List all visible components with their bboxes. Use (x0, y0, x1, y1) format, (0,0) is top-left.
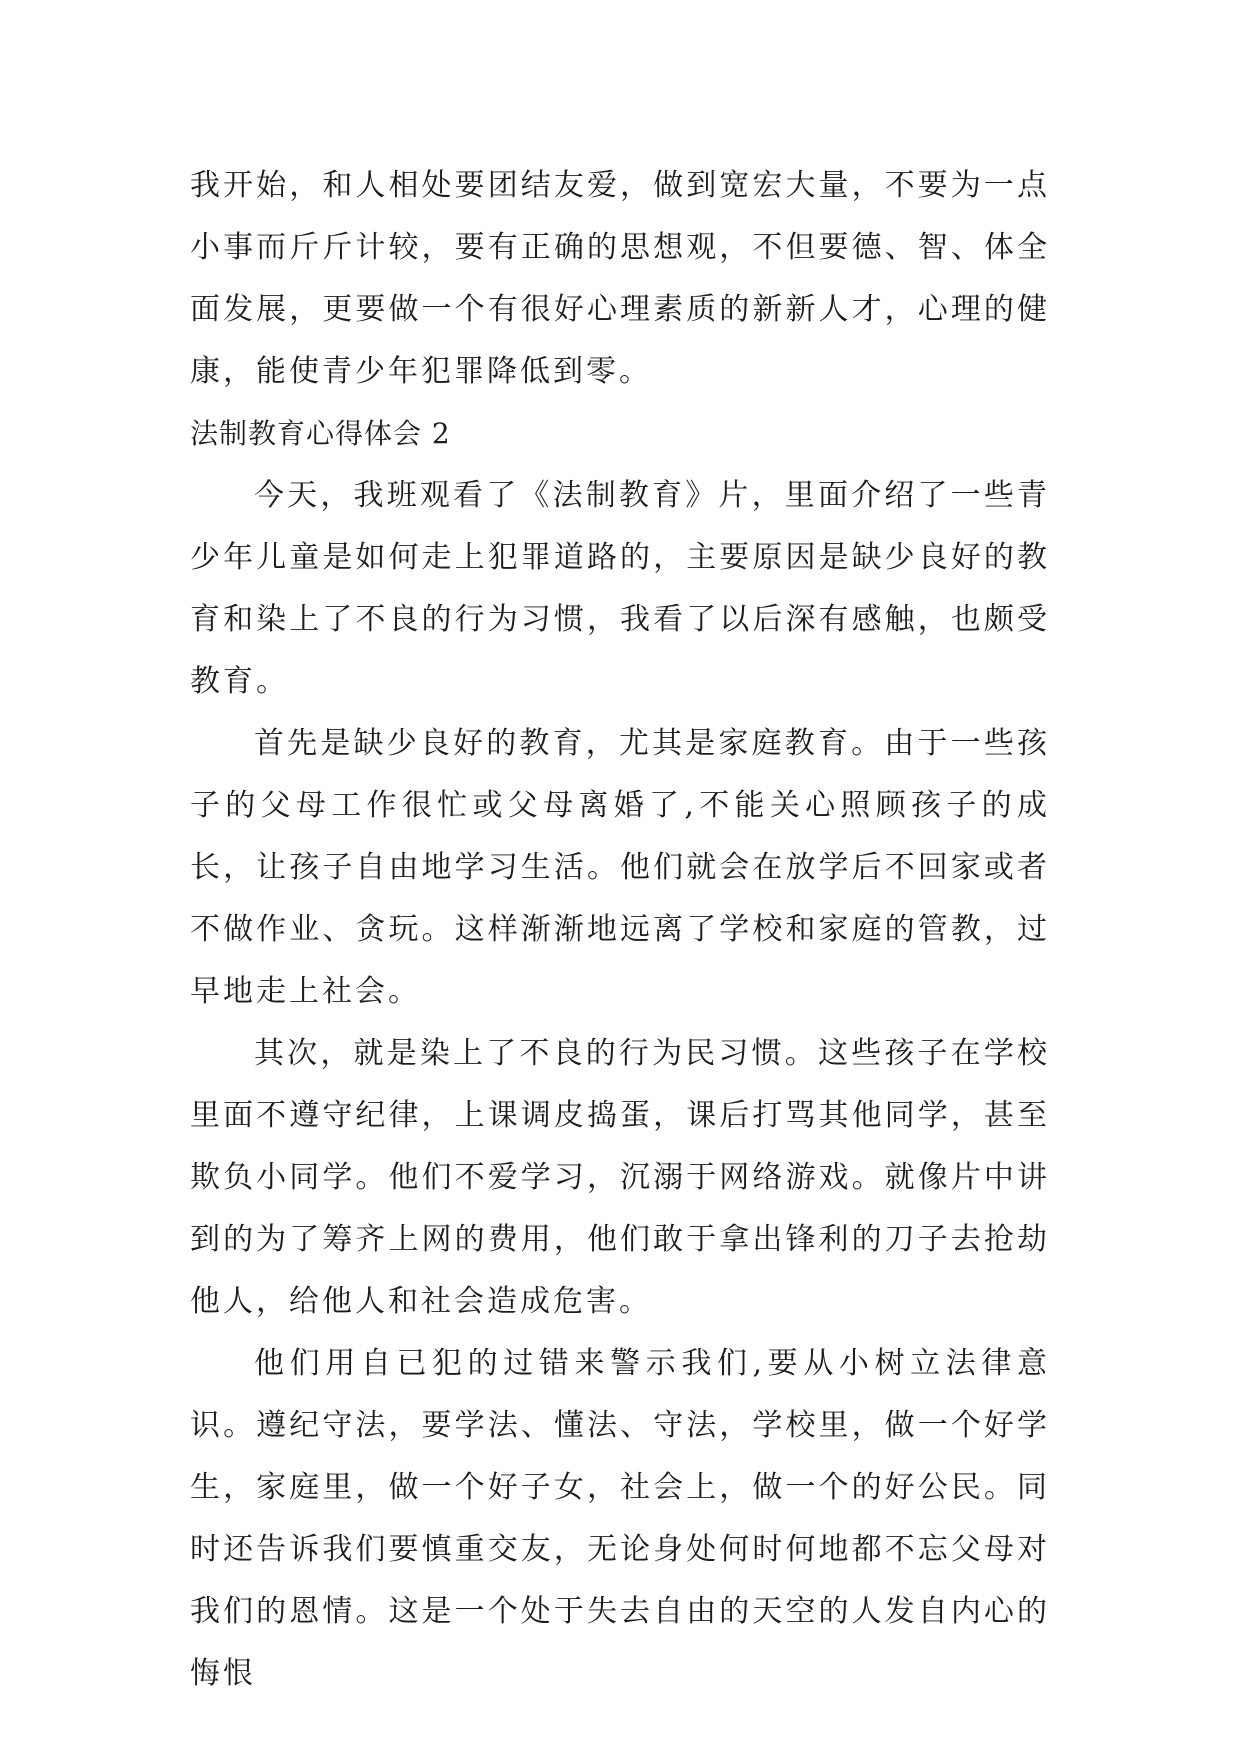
paragraph-continuation: 我开始，和人相处要团结友爱，做到宽宏大量，不要为一点小事而斤斤计较，要有正确的思想观，不但要德、智、体全面发展，更要做一个有很好心理素质的新新人才，心理的健康，能使青少年犯罪降低到零。 (190, 168, 1050, 389)
paragraph: 首先是缺少良好的教育，尤其是家庭教育。由于一些孩子的父母工作很忙或父母离婚了,不能关心照顾孩子的成长，让孩子自由地学习生活。他们就会在放学后不回家或者不做作业、贪玩。这样渐渐地远离了学校和家庭的管教，过早地走上社会。 (190, 726, 1050, 1009)
paragraph: 他们用自已犯的过错来警示我们,要从小树立法律意识。遵纪守法，要学法、懂法、守法，学校里，做一个好学生，家庭里，做一个好子女，社会上，做一个的好公民。同时还告诉我们要慎重交友，无论身处何时何地都不忘父母对我们的恩情。这是一个处于失去自由的天空的人发自内心的悔恨 (190, 1346, 1050, 1691)
section-heading: 法制教育心得体会 2 (190, 417, 451, 450)
paragraph: 今天，我班观看了《法制教育》片，里面介绍了一些青少年儿童是如何走上犯罪道路的，主要原因是缺少良好的教育和染上了不良的行为习惯，我看了以后深有感触，也颇受教育。 (190, 478, 1050, 699)
document-body (190, 155, 1050, 1705)
paragraph: 其次，就是染上了不良的行为民习惯。这些孩子在学校里面不遵守纪律，上课调皮捣蛋，课后打骂其他同学，甚至欺负小同学。他们不爱学习，沉溺于网络游戏。就像片中讲到的为了筹齐上网的费用，他们敢于拿出锋利的刀子去抢劫他人，给他人和社会造成危害。 (190, 1036, 1050, 1319)
